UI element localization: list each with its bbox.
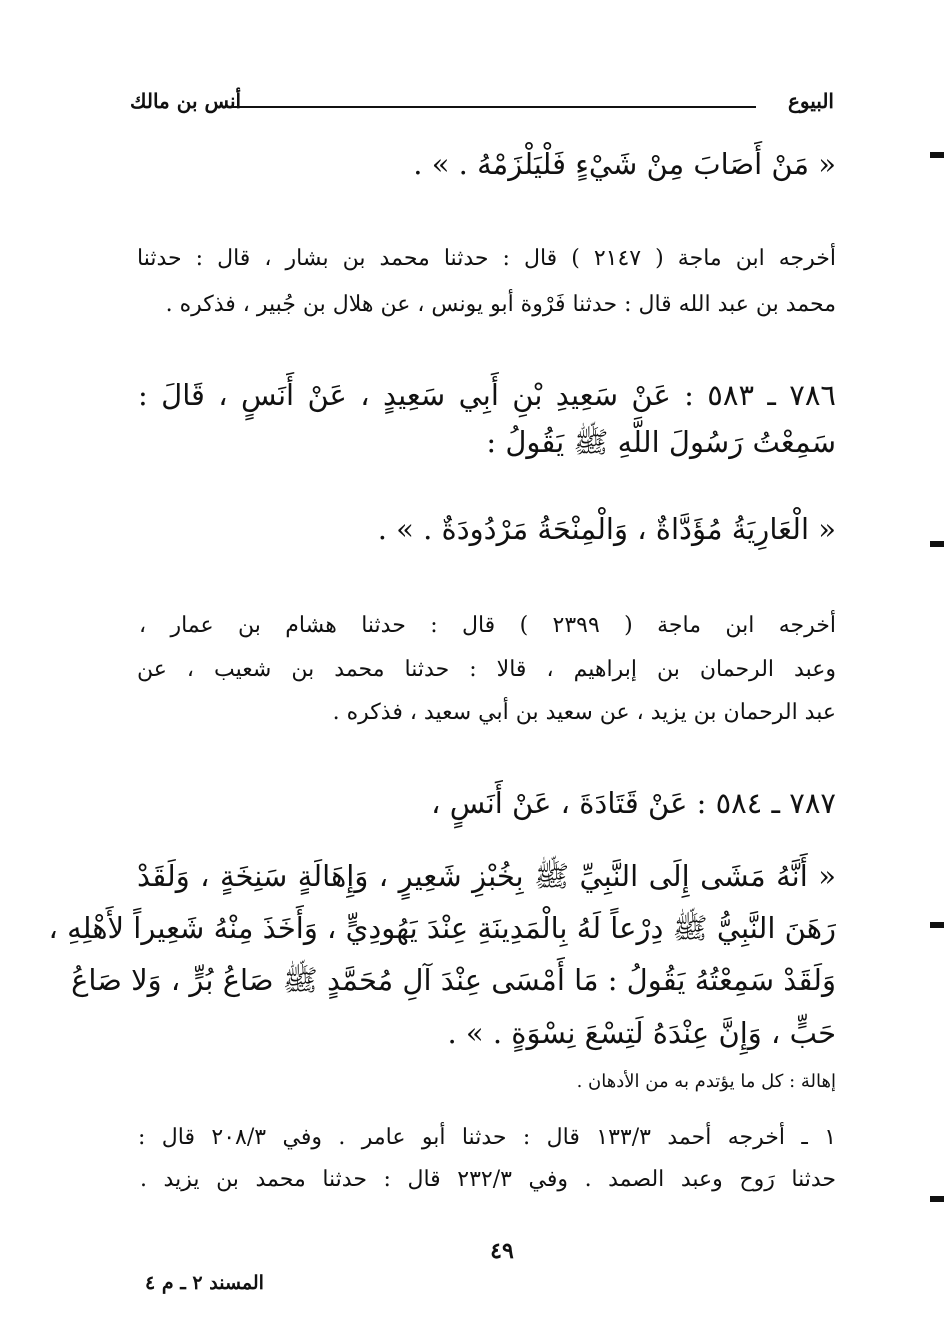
margin-scan-mark bbox=[930, 922, 944, 928]
signature-footer: المسند ٢ ـ م ٤ bbox=[145, 1272, 264, 1294]
hadith-text-line: حَبٍّ ، وَإِنَّ عِنْدَهُ لَتِسْعَ نِسْوَةٍ . » . bbox=[447, 1016, 836, 1050]
margin-scan-mark bbox=[930, 541, 944, 547]
hadith-text-line: رَهَنَ النَّبِيُّ ﷺ دِرْعاً لَهُ بِالْمَدِينَةِ عِنْدَ يَهُودِيٍّ ، وَأَخَذَ مِنْهُ شَعِيراً لأَهْلِهِ ، bbox=[48, 911, 836, 945]
takhrij-line: محمد بن عبد الله قال : حدثنا فَرْوة أبو يونس ، عن هلال بن جُبير ، فذكره . bbox=[165, 292, 836, 317]
takhrij-line: وعبد الرحمان بن إبراهيم ، قالا : حدثنا محمد بن شعيب ، عن bbox=[137, 657, 836, 682]
header-rule bbox=[232, 106, 756, 108]
margin-scan-mark bbox=[930, 1196, 944, 1202]
hadith-isnad-line: سَمِعْتُ رَسُولَ اللَّهِ ﷺ يَقُولُ : bbox=[486, 425, 836, 459]
running-header bbox=[130, 91, 834, 121]
glossary-note: إهالة : كل ما يؤتدم به من الأدهان . bbox=[576, 1071, 836, 1092]
hadith-isnad-line: ٧٨٦ ـ ٥٨٣ : عَنْ سَعِيدِ بْنِ أَبِي سَعِيدٍ ، عَنْ أَنَسٍ ، قَالَ : bbox=[138, 378, 836, 412]
hadith-text-line: « الْعَارِيَةُ مُؤَدَّاةٌ ، وَالْمِنْحَةُ مَرْدُودَةٌ . » . bbox=[377, 512, 836, 546]
margin-scan-mark bbox=[930, 152, 944, 158]
footnote-line: حدثنا رَوح وعبد الصمد . وفي ٢٣٢/٣ قال : حدثنا محمد بن يزيد . bbox=[140, 1167, 836, 1192]
page-number: ٤٩ bbox=[490, 1238, 514, 1264]
footnote-line: ١ ـ أخرجه أحمد ١٣٣/٣ قال : حدثنا أبو عامر . وفي ٢٠٨/٣ قال : bbox=[138, 1125, 837, 1150]
hadith-text-line: « مَنْ أَصَابَ مِنْ شَيْءٍ فَلْيَلْزَمْهُ . » . bbox=[413, 147, 836, 181]
header-section-title: أنس بن مالك bbox=[130, 89, 242, 113]
takhrij-line: أخرجه ابن ماجة ( ٢٣٩٩ ) قال : حدثنا هشام بن عمار ، bbox=[139, 613, 836, 638]
hadith-isnad-line: ٧٨٧ ـ ٥٨٤ : عَنْ قَتَادَةَ ، عَنْ أَنَسٍ ، bbox=[431, 786, 836, 820]
hadith-text-line: « أَنَّهُ مَشَى إِلَى النَّبِيِّ ﷺ بِخُبْزِ شَعِيرٍ ، وَإِهَالَةٍ سَنِخَةٍ ، وَلَقَدْ bbox=[137, 859, 836, 893]
takhrij-line: عبد الرحمان بن يزيد ، عن سعيد بن أبي سعيد ، فذكره . bbox=[332, 700, 836, 725]
header-chapter-title: البيوع bbox=[788, 89, 834, 113]
takhrij-line: أخرجه ابن ماجة ( ٢١٤٧ ) قال : حدثنا محمد بن بشار ، قال : حدثنا bbox=[137, 246, 837, 271]
hadith-text-line: وَلَقَدْ سَمِعْتُهُ يَقُولُ : مَا أَمْسَى عِنْدَ آلِ مُحَمَّدٍ ﷺ صَاعُ بُرٍّ ، وَلا صَاعُ bbox=[71, 963, 836, 997]
